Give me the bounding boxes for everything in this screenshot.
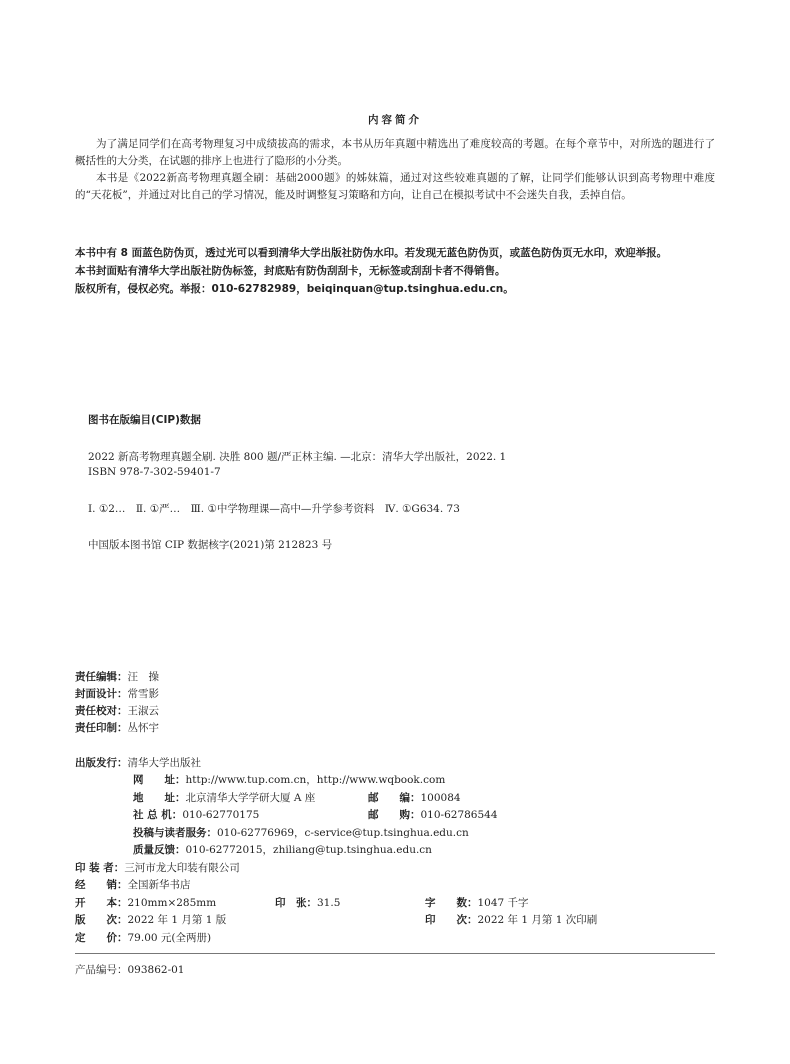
mail-order-label: 邮 购： [368,809,421,821]
summary-paragraph-2: 本书是《2022新高考物理真题全刷：基础2000题》的姊妹篇，通过对这些较难真题的了解，让同学们能够认识到高考物理中难度的“天花板”，并通过对比自己的学习情况，能及时调整复习策略和方向，让自己在模拟考试中不会迷失自我，丢掉自信。 [75,172,715,201]
price-row [75,930,211,945]
cip-record-number: 中国版本图书馆 CIP 数据核字(2021)第 212823 号 [88,539,333,551]
feedback-label: 质量反馈： [133,844,186,856]
edition-value: 2022 年 1 月第 1 版 [127,914,227,926]
submission-row [133,825,469,840]
summary-paragraph-1: 为了满足同学们在高考物理复习中成绩拔高的需求，本书从历年真题中精选出了难度较高的考题。在每个章节中，对所选的题进行了概括性的大分类，在试题的排序上也进行了隐形的小分类。 [75,138,715,167]
format-label: 开 本： [75,897,128,909]
publisher-label: 出版发行： [75,757,128,769]
printer-row [75,860,240,875]
word-count-value: 1047 千字 [477,897,529,909]
website-row [133,772,445,787]
address-value: 北京清华大学学研大厦 A 座 [185,792,316,804]
credit-label: 责任编辑： [75,671,128,683]
credit-value: 汪 操 [127,671,159,683]
credit-value: 王淑云 [127,705,159,717]
mail-order-row [368,807,498,822]
cip-classification: Ⅰ. ①2… Ⅱ. ①严… Ⅲ. ①中学物理课—高中—升学参考资料 Ⅳ. ①G634. 73 [88,503,460,515]
credit-label: 责任印制： [75,722,128,734]
switchboard-row [133,807,259,822]
printer-label: 印 装 者： [75,862,125,874]
word-count-label: 字 数： [425,897,478,909]
cip-heading: 图书在版编目(CIP)数据 [88,414,201,426]
edition-row [75,912,226,927]
credit-printing-supervisor [75,720,159,735]
website-value: http://www.tup.com.cn，http://www.wqbook.com [185,774,446,786]
printer-value: 三河市龙大印装有限公司 [124,862,240,874]
summary-title: 内容简介 [368,114,422,126]
address-label: 地 址： [133,792,186,804]
mail-order-value: 010-62786544 [420,809,498,821]
feedback-value: 010-62772015，zhiliang@tup.tsinghua.edu.cn [185,844,432,856]
anti-counterfeit-label-notice: 本书封面贴有清华大学出版社防伪标签，封底贴有防伪刮刮卡，无标签或刮刮卡者不得销售。 [75,265,506,277]
credit-editor [75,669,159,684]
copyright-notice: 版权所有，侵权必究。举报：010-62782989，beiqinquan@tup.tsinghua.edu.cn。 [75,283,514,295]
address-row [133,790,315,805]
credit-label: 责任校对： [75,705,128,717]
sheets-value: 31.5 [317,897,341,909]
price-value: 79.00 元(全两册) [127,932,212,944]
credit-cover-design [75,686,159,701]
credit-label: 封面设计： [75,688,128,700]
format-row [75,895,216,910]
feedback-row [133,842,432,857]
credit-value: 丛怀宇 [127,722,159,734]
divider [75,953,715,954]
website-label: 网 址： [133,774,186,786]
printing-value: 2022 年 1 月第 1 次印刷 [477,914,598,926]
submission-value: 010-62776969，c-service@tup.tsinghua.edu.cn [217,827,469,839]
zip-row [368,790,461,805]
switchboard-label: 社 总 机： [133,809,183,821]
zip-value: 100084 [420,792,461,804]
price-label: 定 价： [75,932,128,944]
printing-label: 印 次： [425,914,478,926]
distributor-row [75,877,191,892]
distributor-label: 经 销： [75,879,128,891]
sheets-row [275,895,340,910]
credit-proofreader [75,703,159,718]
cip-line-1: 2022 新高考物理真题全刷. 决胜 800 题/严正林主编. —北京：清华大学出版社，2022. 1 [88,451,507,463]
word-count-row [425,895,529,910]
sheets-label: 印 张： [275,897,317,909]
distributor-value: 全国新华书店 [127,879,191,891]
product-code: 产品编号：093862-01 [75,964,185,976]
anti-counterfeit-notice: 本书中有 8 面蓝色防伪页，透过光可以看到清华大学出版社防伪水印。若发现无蓝色防伪页，或蓝色防伪页无水印，欢迎举报。 [75,247,668,259]
edition-label: 版 次： [75,914,128,926]
printing-row [425,912,597,927]
zip-label: 邮 编： [368,792,421,804]
format-value: 210mm×285mm [127,897,217,909]
credit-value: 常雪影 [127,688,159,700]
publisher-row [75,755,201,770]
switchboard-value: 010-62770175 [182,809,260,821]
publisher-name: 清华大学出版社 [127,757,201,769]
submission-label: 投稿与读者服务： [133,827,217,839]
cip-isbn: ISBN 978-7-302-59401-7 [88,466,221,478]
